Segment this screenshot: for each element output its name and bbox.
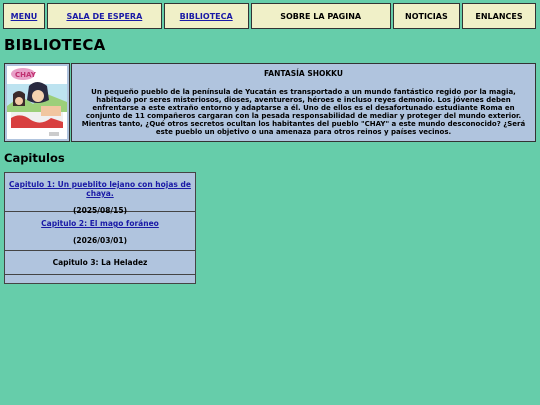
nav-item-label[interactable]: BIBLIOTECA <box>179 11 233 21</box>
chapters-heading: Capitulos <box>4 151 65 165</box>
page-title: BIBLIOTECA <box>4 36 106 54</box>
top-nav <box>3 3 536 29</box>
book-title: FANTASÍA SHOKKU <box>264 69 343 78</box>
book-entry <box>4 63 536 142</box>
cover-illustration-icon <box>7 66 67 139</box>
chapter-title: Capitulo 3: La Heladez <box>52 258 148 267</box>
nav-item-enlances[interactable] <box>462 3 536 29</box>
nav-item-label: SOBRE LA PAGINA <box>280 11 362 21</box>
nav-item-biblioteca[interactable] <box>164 3 249 29</box>
chapter-item-3[interactable] <box>5 251 195 275</box>
chapter-link[interactable]: Capitulo 2: El mago foráneo <box>41 219 159 228</box>
cover-image <box>7 66 67 139</box>
chapter-link[interactable]: Capitulo 1: Un pueblito lejano con hojas de chaya. <box>9 180 191 198</box>
nav-item-label: NOTICIAS <box>405 11 448 21</box>
svg-text:CHAY: CHAY <box>15 71 36 79</box>
chapter-list <box>4 172 196 284</box>
chapter-item-1[interactable] <box>5 173 195 215</box>
nav-item-sala-de-espera[interactable] <box>47 3 162 29</box>
chapter-list-footer <box>5 275 195 283</box>
book-description: Un pequeño pueblo de la península de Yucatán es transportado a un mundo fantástico regido por la magia, habitado por seres misteriosos, dioses, aventureros, héroes e incluso reyes demonio. Los jóvenes deben enfrentarse a este extraño entorno y adaptarse a él. Uno de ellos es el desafortunado estudiante Roma en conjunto de 11 compañeros cargaran con la pesada responsabilidad de mediar y proteger del mundo exterior. Mientras tanto, ¿Qué otros secretos ocultan los habitantes del pueblo "CHAY" a este mundo desconocido? ¿Será este pueblo un objetivo o una amenaza para otros reinos y países vecinos. <box>81 87 526 136</box>
nav-item-sobre-la-pagina[interactable] <box>251 3 391 29</box>
book-description-panel <box>71 63 536 142</box>
book-cover[interactable] <box>4 63 70 142</box>
nav-item-label[interactable]: MENU <box>10 11 38 21</box>
chapter-item-2[interactable] <box>5 212 195 251</box>
nav-item-noticias[interactable] <box>393 3 460 29</box>
nav-item-label: ENLANCES <box>475 11 523 21</box>
chapter-date: (2026/03/01) <box>72 236 128 245</box>
nav-item-menu[interactable] <box>3 3 45 29</box>
chapter-date: (2025/08/15) <box>72 206 128 215</box>
nav-item-label[interactable]: SALA DE ESPERA <box>66 11 143 21</box>
